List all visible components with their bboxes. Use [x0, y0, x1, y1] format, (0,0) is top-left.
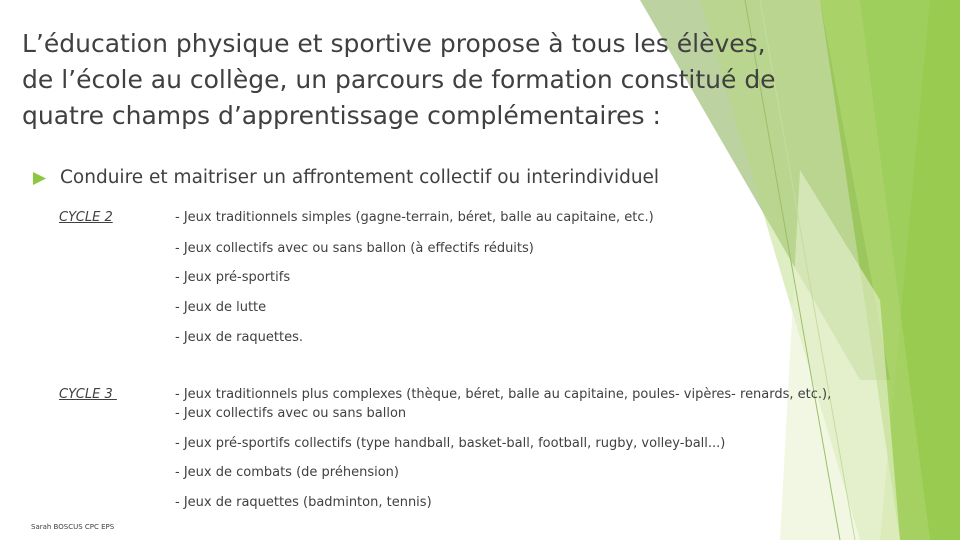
list-item: - Jeux traditionnels plus complexes (thèque, béret, balle au capitaine, poules- vipères- renards, etc.), — [175, 387, 832, 402]
list-item: - Jeux pré-sportifs collectifs (type handball, basket-ball, football, rugby, volley-ball...) — [175, 436, 726, 451]
cycle-2-label: CYCLE 2 — [59, 210, 113, 225]
list-item: - Jeux traditionnels simples (gagne-terrain, béret, balle au capitaine, etc.) — [175, 210, 654, 225]
cycle-3-label: CYCLE 3 — [59, 387, 117, 402]
title-line-1: L’éducation physique et sportive propose à tous les élèves, — [22, 29, 766, 58]
author-footer: Sarah BOSCUS CPC EPS — [31, 523, 115, 531]
list-item: - Jeux collectifs avec ou sans ballon (à effectifs réduits) — [175, 241, 534, 256]
slide-title — [22, 26, 922, 134]
title-line-2: de l’école au collège, un parcours de formation constitué de — [22, 65, 776, 94]
list-item: - Jeux de raquettes. — [175, 330, 304, 345]
list-item: - Jeux de lutte — [175, 300, 267, 315]
list-item: - Jeux pré-sportifs — [175, 270, 291, 285]
bullet-text: Conduire et maitriser un affrontement collectif ou interindividuel — [60, 167, 660, 188]
list-item: - Jeux collectifs avec ou sans ballon — [175, 406, 407, 421]
list-item: - Jeux de combats (de préhension) — [175, 465, 399, 480]
list-item: - Jeux de raquettes (badminton, tennis) — [175, 495, 432, 510]
title-line-3: quatre champs d’apprentissage complémentaires : — [22, 101, 661, 130]
triangle-arrow-icon — [33, 172, 46, 185]
